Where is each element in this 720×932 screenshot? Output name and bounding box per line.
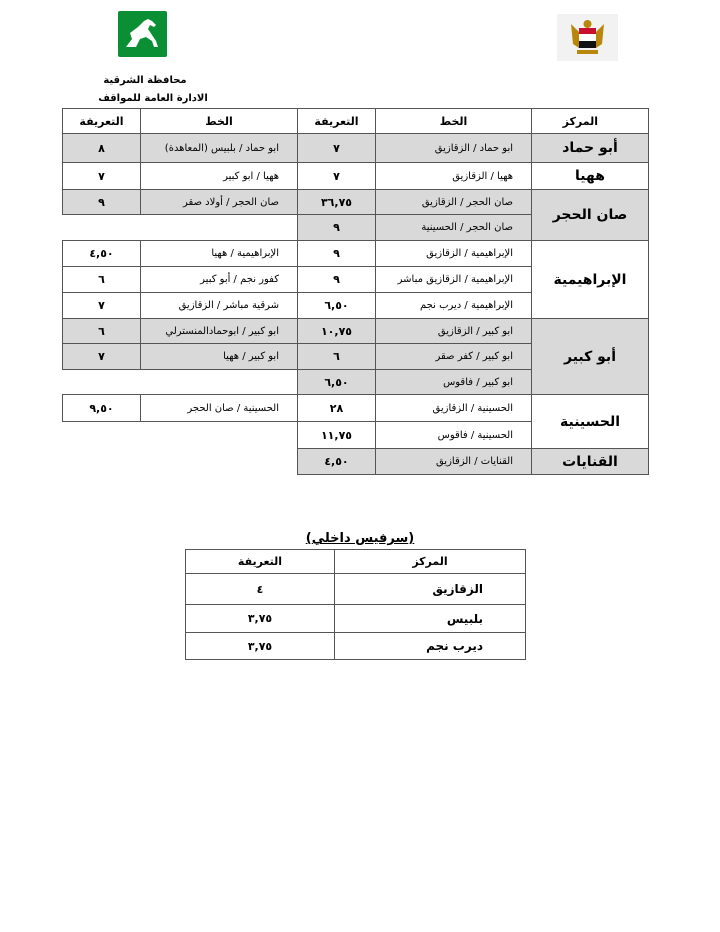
- table-row-line2: ههيا / ابو كبير: [140, 162, 298, 190]
- table-row-fare2: ٨: [62, 133, 141, 163]
- table-row-line: ابو كبير / كفر صقر: [375, 343, 532, 370]
- center-husseiniya: الحسينية: [531, 394, 649, 449]
- t2-row-center: بلبيس: [334, 604, 526, 633]
- t2-row-fare: ٣,٧٥: [185, 604, 335, 633]
- table-row-line2: شرقية مباشر / الزقازيق: [140, 292, 298, 319]
- table-row-fare: ٦: [297, 343, 376, 370]
- horse-logo: [118, 11, 167, 57]
- table-row-fare: ١٠,٧٥: [297, 318, 376, 344]
- table-row-fare2: ٦: [62, 266, 141, 293]
- table-row-line2: كفور نجم / أبو كبير: [140, 266, 298, 293]
- t2-row-fare: ٤: [185, 573, 335, 605]
- egypt-eagle-logo: [557, 14, 618, 61]
- table-row-line: ابو كبير / الزقازيق: [375, 318, 532, 344]
- service-title: (سرفيس داخلي): [305, 531, 415, 546]
- table-row-line: الإبراهيمية / الزقازيق مباشر: [375, 266, 532, 293]
- table-row-fare2: ٩: [62, 189, 141, 215]
- t2-row-center: ديرب نجم: [334, 632, 526, 660]
- table-row-line: الإبراهيمية / ديرب نجم: [375, 292, 532, 319]
- table-row-line: الإبراهيمية / الزقازيق: [375, 240, 532, 267]
- t2-row-center: الزقازيق: [334, 573, 526, 605]
- t2-col-center-header: المركز: [334, 549, 526, 574]
- center-qanayat: القنايات: [531, 448, 649, 475]
- table-row-line2: الإبراهيمية / ههيا: [140, 240, 298, 267]
- table-row-fare2: ٤,٥٠: [62, 240, 141, 267]
- table-row-line: القنايات / الزقازيق: [375, 448, 532, 475]
- center-abu-kebir: أبو كبير: [531, 318, 649, 395]
- table-row-fare: ٧: [297, 162, 376, 190]
- table-row-fare: ١١,٧٥: [297, 421, 376, 449]
- header-governorate: محافظة الشرقية: [103, 75, 187, 86]
- center-hehia: ههيا: [531, 162, 649, 190]
- table-row-fare2: ٧: [62, 162, 141, 190]
- table-row-fare: ٩: [297, 240, 376, 267]
- t2-col-fare-header: التعريفة: [185, 549, 335, 574]
- table-row-line: ابو حماد / الزقازيق: [375, 133, 532, 163]
- table-row-line: ههيا / الزقازيق: [375, 162, 532, 190]
- col-fare-header: التعريفة: [297, 108, 376, 134]
- table-row-line: صان الحجر / الزقازيق: [375, 189, 532, 215]
- table-row-fare: ٩: [297, 214, 376, 241]
- t2-row-fare: ٣,٧٥: [185, 632, 335, 660]
- table-row-fare: ٤,٥٠: [297, 448, 376, 475]
- table-row-line2: ابو كبير / ابوحمادالمنسترلي: [140, 318, 298, 344]
- col-line2-header: الخط: [140, 108, 298, 134]
- table-row-line: الحسينية / فاقوس: [375, 421, 532, 449]
- table-row-line2: ابو حماد / بلبيس (المعاهدة): [140, 133, 298, 163]
- header-department: الادارة العامة للمواقف: [98, 93, 208, 104]
- center-ibrahimia: الإبراهيمية: [531, 240, 649, 319]
- col-fare2-header: التعريفة: [62, 108, 141, 134]
- table-row-line2: ابو كبير / ههيا: [140, 343, 298, 370]
- table-row-fare: ٧: [297, 133, 376, 163]
- table-row-fare2: ٩,٥٠: [62, 394, 141, 422]
- center-abu-hammad: أبو حماد: [531, 133, 649, 163]
- col-center-header: المركز: [531, 108, 649, 134]
- table-row-fare: ٦,٥٠: [297, 369, 376, 395]
- center-san-elhagar: صان الحجر: [531, 189, 649, 241]
- table-row-fare: ٩: [297, 266, 376, 293]
- table-row-line2: الحسينية / صان الحجر: [140, 394, 298, 422]
- table-row-line: الحسينية / الزقازيق: [375, 394, 532, 422]
- table-row-line2: صان الحجر / أولاد صقر: [140, 189, 298, 215]
- table-row-line: صان الحجر / الحسينية: [375, 214, 532, 241]
- table-row-fare: ٣٦,٧٥: [297, 189, 376, 215]
- table-row-fare2: ٧: [62, 292, 141, 319]
- col-line-header: الخط: [375, 108, 532, 134]
- table-row-fare: ٢٨: [297, 394, 376, 422]
- table-row-fare: ٦,٥٠: [297, 292, 376, 319]
- table-row-fare2: ٧: [62, 343, 141, 370]
- table-row-line: ابو كبير / فاقوس: [375, 369, 532, 395]
- table-row-fare2: ٦: [62, 318, 141, 344]
